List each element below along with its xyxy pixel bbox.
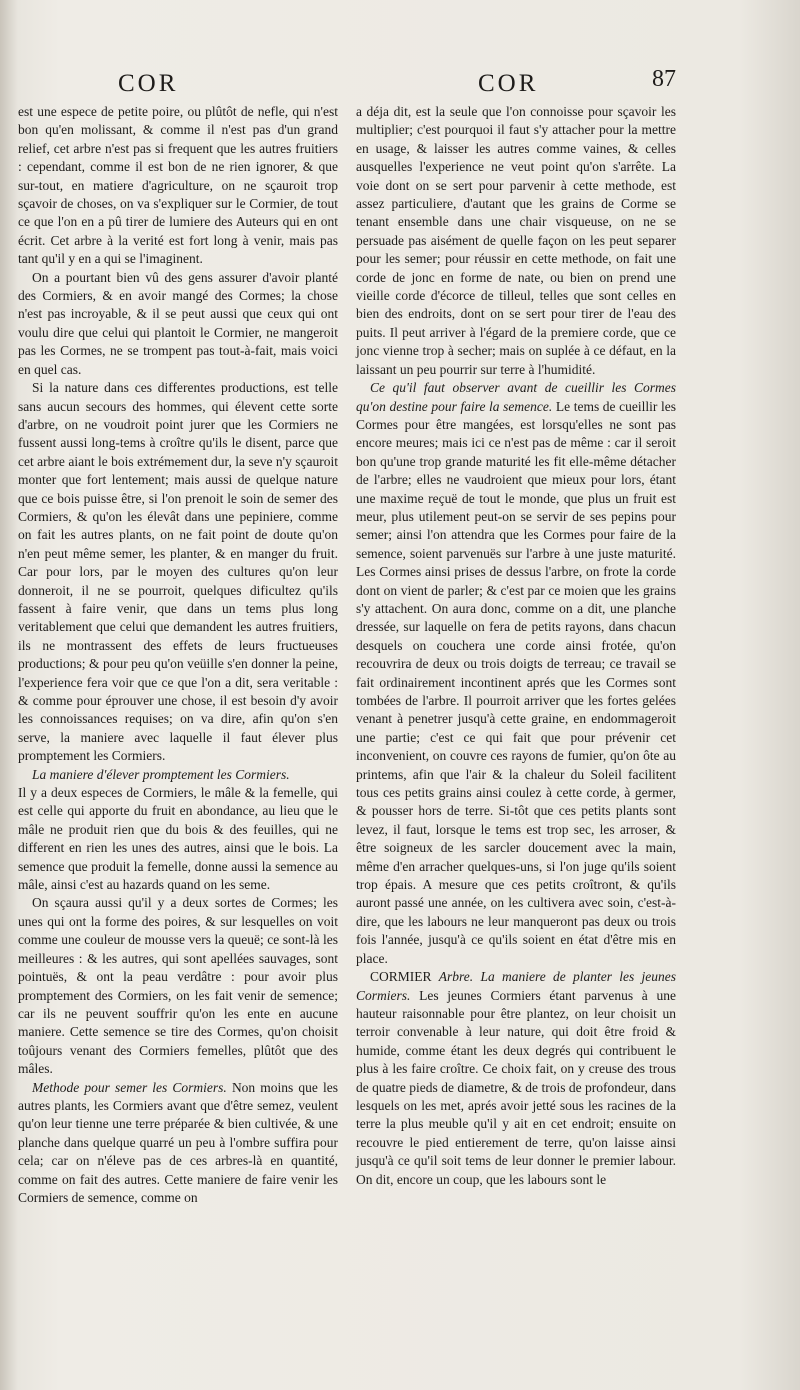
text-column-left — [18, 103, 338, 1207]
paragraph-text: Les jeunes Cormiers étant parvenus à une hauteur raisonnable pour être plantez, on leur choisit un terroir convenable à leur nature, qui doit être froid & humide, comme étant les deux degrés qui contribuent le plus à les faire croître. Ce choix fait, on y creuse des trous de quatre pieds de diametre, & de trois de profondeur, dans lesquels on les met, aprés avoir jetté sous les racines de la terre la plus meuble qu'il y ait en cet endroit; ensuite on recouvre le pied entierement de terre, qu'on laisse ainsi jusqu'à ce qu'il soit tems de leur donner le premier labour. On dit, encore un coup, que les labours sont le — [356, 987, 676, 1187]
paragraph: On sçaura aussi qu'il y a deux sortes de Cormes; les unes qui ont la forme des poires, & sur lesquelles on voit comme une couleur de mousse vers la queuë; ce sont-là les meilleures : & les autres, qui sont apellées sauvages, sont pointuës, & ont la peau verdâtre : pour avoir plus promptement des Cormiers, on les fait venir de semence; car ils ne peuvent souffrir qu'on les ente en aucune maniere. Cette semence se tire des Cormes, qu'on choisit toûjours venant des Cormiers femelles, plûtôt que des mâles. — [18, 895, 338, 1077]
section-heading-text: Methode pour semer les Cormiers. — [32, 1079, 227, 1095]
paragraph-with-heading — [18, 1079, 338, 1208]
paragraph: On a pourtant bien vû des gens assurer d'avoir planté des Cormiers, & en avoir mangé des Cormes; la chose n'est pas incroyable, & il se peut aussi que ceux qui ont voulu dire que celui qui plantoit le Cormier, ne mangeroit pas les Cormes, ne se trompent pas tout-à-fait, mais voici en quel cas. — [18, 269, 338, 377]
paragraph-text: Le tems de cueillir les Cormes pour être mangées, est lorsqu'elles ne sont pas encore meures; mais ici ce n'est pas de même : car il seroit bon qu'une trop grande maturité les fit elle-même détacher de l'arbre; elles ne vaudroient que mieux pour lors, étant une maxime reçuë de tout le monde, que plus un fruit est meur, plus utilement peut-on se servir de ses pepins pour semer; ainsi l'on attendra que les Cormes pour faire de la semence, soient parvenuës sur l'arbre à une juste maturité. Les Cormes ainsi prises de dessus l'arbre, on frote la corde dont on vient de parler; & c'est par ce moien que les grains s'y attachent. On aura donc, comme on a dit, une planche dressée, sur laquelle on fera de petits rayons, dans chacun desquels on couchera une corde ainsi frotée, qu'on recouvrira de deux ou trois doigts de terreau; ce travail se fait ordinairement incontinent aprés que les Cormes sont tombées de l'arbre. Il pourroit arriver que les fortes gelées venant à penetrer jusqu'à cette graine, en endommageroit une partie; c'est ce qui fait que pour prévenir cet inconvenient, on couvre ces rayons de fumier, qu'on ôte au printems, afin que l'air & la chaleur du Soleil facilitent tous ces petits grains ainsi coulez à cette corde, à germer, & pousser hors de terre. Si-tôt que ces petits plants sont levez, il faut, lorsque le tems est trop sec, les arroser, & être soigneux de les sarcler doucement avec la main, même d'en arracher quelques-uns, si l'on juge qu'ils soient trop épais. A mesure que ces petits croîtront, & qu'ils auront passé une année, on les cultivera avec soin, c'est-à-dire, que les labours ne leur manqueront pas deux ou trois fois l'année, jusqu'à ce qu'ils soient en état d'être mis en place. — [356, 398, 676, 966]
entry-paragraph — [356, 968, 676, 1189]
section-heading-text: La maniere d'élever promptement les Cormiers. — [32, 766, 290, 782]
running-head-left: COR — [118, 70, 179, 97]
section-heading — [18, 766, 338, 784]
paragraph-with-heading — [356, 379, 676, 968]
text-column-right — [356, 103, 676, 1189]
page-number: 87 — [652, 66, 676, 92]
section-heading-text: Ce qu'il faut observer avant de cueillir les Cormes qu'on destine pour faire la semence. — [356, 380, 676, 414]
paragraph-text: Non moins que les autres plants, les Cormiers avant que d'être semez, veulent qu'on leur tienne une terre préparée & bien cultivée, & une planche dans quelque quarré un peu à l'ombre suffira pour cela; car on n'éleve pas de ces arbres-là en quantité, comme on fait des autres. Cette maniere de faire venir les Cormiers de semence, comme on — [18, 1079, 339, 1205]
entry-headword: CORMIER — [370, 969, 432, 985]
paragraph: a déja dit, est la seule que l'on connoisse pour sçavoir les multiplier; c'est pourquoi il faut s'y attacher pour la mettre en usage, & laisser les autres comme vaines, & celles ausquelles l'experience ne veut point qu'on s'arrête. La voie dont on se sert pour parvenir à cette methode, est assez particuliere, d'autant que les grains de Corme se tenant ensemble dans une chair visqueuse, on ne se persuade pas aisément de quelle façon on les peut separer pour les semer; pour réussir en cette methode, on fait une corde de jonc en forme de nate, ou bien on prend une vieille corde d'écorce de tilleul, telles que sont celles en bien des endroits, dont on se sert pour tirer de l'eau des puits. Il peut arriver à l'égard de la premiere corde, que ce jonc vienne trop à secher; mais on suplée à ce défaut, en la laissant un peu pourrir sur terre à l'humidité. — [356, 104, 676, 377]
paragraph: Si la nature dans ces differentes productions, est telle sans aucun secours des hommes, qui élevent cette sorte d'arbre, on ne voudroit point jurer que les Cormiers ne fussent aussi long-tems à croître qu'ils le disent, parce que cet arbre aiant le bois extrémement dur, la seve n'y sçauroit monter que fort lentement; mais aussi de quelque nature que ce bois puisse être, si l'on prenoit le soin de semer des Cormiers, & qu'on les élevât dans une pepiniere, comme on fait les autres plants, on ne fait point de doute qu'on n'en peut même semer, les planter, & en manger du fruit. Car pour lors, par le moyen des cultures qu'on leur donneroit, il ne se pourroit, quelques dificultez qu'ils fassent à faire venir, que dans un tems plus long veritablement que celui que demandent les autres fruitiers, ils ne montrassent des effets de leurs fructueuses productions; & pour peu qu'on veüille s'en donner la peine, l'experience fera voir que ce que l'on a dit, sera veritable : & comme pour éprouver une chose, il est besoin d'y avoir les connoissances requises; on va dire, afin qu'on s'en serve, la maniere avec laquelle il faut élever plus promptement les Cormiers. — [18, 380, 338, 764]
paragraph: est une espece de petite poire, ou plûtôt de nefle, qui n'est bon qu'en molissant, & comme il n'est pas d'un grand relief, cet arbre n'est pas si frequent que les autres fruitiers : cependant, comme il est bon de ne rien ignorer, & que sur-tout, en matiere d'agriculture, on ne sçauroit trop sçavoir de choses, on va s'expliquer sur le Cormier, de tout ce que l'on en a pû tirer de lumiere des Auteurs qui en ont écrit. Cet arbre à la verité est fort long à venir, mais pas tant qu'il y en a qui se l'imaginent. — [18, 104, 338, 267]
running-head-right: COR — [478, 70, 539, 97]
section-heading-text: La maniere de planter les jeunes Cormiers. — [356, 969, 677, 1003]
entry-arbre: Arbre. — [438, 969, 474, 985]
paragraph: Il y a deux especes de Cormiers, le mâle & la femelle, qui est celle qui apporte du fruit en abondance, au lieu que le mâle ne produit rien que du bois & des feuilles, qui ne different en rien les unes des autres, ainsi que le bois. La semence que produit la femelle, donne aussi la semence au mâle, ainsi c'est au hazards quand on les seme. — [18, 785, 338, 893]
